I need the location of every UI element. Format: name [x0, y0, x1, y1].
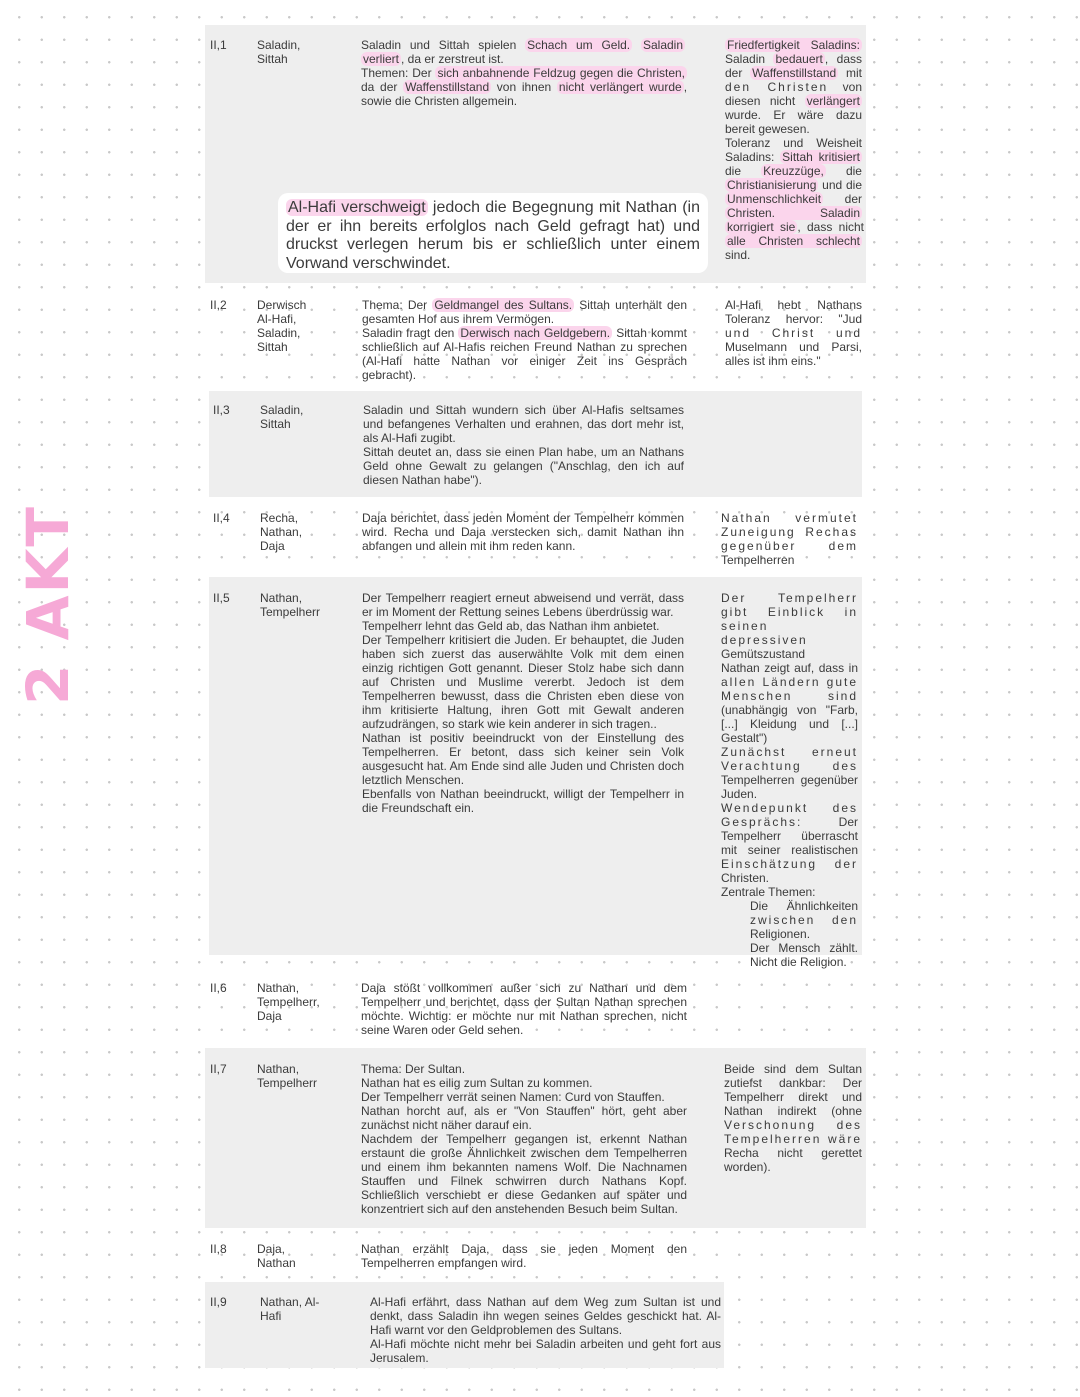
- highlighted-text: Derwisch nach Geldgebern.: [460, 326, 611, 340]
- spaced-text: Verschonung des Tempelherren wäre: [724, 1118, 862, 1146]
- spaced-text: Nathan vermutet Zuneigung Rechas gegenüber dem: [721, 511, 858, 553]
- text-run: und die: [818, 178, 862, 192]
- text-run: Recha nicht gerettet worden).: [724, 1146, 862, 1174]
- text-run: Sittah kommt schließlich auf Al-Hafis reichen Freund Nathan zu sprechen (Al-Hafi hatte Nathan vor einiger Zeit ins Gespräch gebracht).: [362, 326, 687, 382]
- text-run: Nachdem der Tempelherr gegangen ist, erkennt Nathan erstaunt die große Ähnlichkeit zwischen dem Tempelherren und einem ihm bekannten namens Wolf. Die Nachnamen Stauffen und Filnek schwirren durch Nathans Kopf. Schließlich verschiebt er diese Gedanken auf später und konzentriert sich auf den anstehenden Besuch beim Sultan.: [361, 1132, 687, 1216]
- text-run: Saladin und Sittah wundern sich über Al-Hafis seltsames und befangenes Verhalten und erahnen, das dort mehr ist, als Al-Hafi zugibt.: [363, 403, 684, 445]
- highlighted-text: nicht verlängert wurde: [558, 80, 682, 94]
- text-run: (unabhängig von "Farb, [...] Kleidung und [...] Gestalt"): [721, 703, 858, 745]
- scene-notes: [725, 298, 862, 368]
- text-run: Al-Hafi erfährt, dass Nathan auf dem Weg zum Sultan ist und denkt, dass Saladin ihn wegen seines Geldes geschickt hat. Al-Hafi warnt vor den Geldproblemen des Sultans.: [370, 1295, 721, 1337]
- text-run: da der: [361, 80, 404, 94]
- text-run: Die Ähnlichkeiten: [750, 899, 858, 913]
- spaced-text: und Christ und: [725, 326, 862, 340]
- spaced-text: den Christen: [725, 80, 829, 94]
- highlighted-text: Unmenschlichkeit: [727, 192, 822, 206]
- text-run: jedoch die Begegnung mit Nathan (in der er ihn bereits erfolglos nach Geld gefragt hat) und druckst verlegen herum bis er schließlich unter einem Vorwand verschwindet.: [286, 199, 701, 272]
- text-run: , sowie die Christen allgemein.: [361, 80, 688, 108]
- text-run: Tempelherr lehnt das Geld ab, das Nathan ihm anbietet.: [362, 619, 660, 633]
- text-run: Der Tempelherr reagiert erneut abweisend und verrät, dass er im Moment der Rettung seines Lebens überdrüssig war.: [362, 591, 684, 619]
- scene-summary: [361, 1062, 687, 1216]
- text-run: Ebenfalls von Nathan beeindruckt, willigt der Tempelherr in die Freundschaft ein.: [362, 787, 684, 815]
- scene-number: II,7: [210, 1062, 227, 1076]
- scene-persons: Nathan, Tempelherr: [257, 1062, 318, 1090]
- scene-notes: [721, 591, 858, 969]
- text-run: , dass der: [725, 52, 862, 80]
- scene-persons: Nathan, Tempelherr, Daja: [257, 981, 320, 1023]
- text-run: Der Tempelherr überrascht mit seiner realistischen: [721, 815, 858, 857]
- spaced-text: Wendepunkt des Gesprächs:: [721, 801, 858, 829]
- text-run: Thema: Der Sultan.: [361, 1062, 466, 1076]
- scene-number: II,6: [210, 981, 227, 995]
- spaced-text: Zunächst erneut Verachtung des: [721, 745, 858, 773]
- notes-main: [721, 591, 858, 899]
- text-run: Der Tempelherr kritisiert die Juden. Er behauptet, die Juden haben sich zuerst das auserwählte Volk mit dem einen einzig richtigen Gott genannt. Dieser Stolz habe sich dann auf Christen und Muslime vererbt. Jedoch ist dem Tempelherren bewusst, dass die Christen eben diese von ihm kritisierte Haltung, ihren Gott mit Gewalt anderen aufzudrängen, so stark wie kein anderer in sich tragen..: [362, 633, 684, 731]
- scene-persons: Derwisch Al-Hafi, Saladin, Sittah: [257, 298, 307, 354]
- text-run: Themen: Der: [361, 66, 436, 80]
- text-run: der: [823, 192, 862, 206]
- highlighted-text: Waffenstillstand: [752, 66, 837, 80]
- text-run: Gemütszustand: [721, 647, 806, 661]
- scene-notes: [721, 511, 858, 567]
- scene-number: II,9: [210, 1295, 227, 1309]
- text-run: Religionen.: [750, 927, 811, 941]
- highlighted-text: Christianisierung: [727, 178, 817, 192]
- text-run: Al-Hafi hebt Nathans Toleranz hervor: "Jud: [725, 298, 862, 326]
- scene-summary: [361, 38, 687, 108]
- highlighted-text: verlängert: [806, 94, 860, 108]
- text-run: von diesen nicht: [725, 80, 862, 108]
- text-run: Toleranz und Weisheit Saladins:: [725, 136, 862, 164]
- scene-summary: [361, 1242, 687, 1270]
- spaced-text: zwischen den: [750, 913, 858, 927]
- text-run: Nathan horcht auf, als er "Von Stauffen" hört, geht aber zunächst nicht näher darauf ein.: [361, 1104, 687, 1132]
- text-run: sind.: [725, 248, 751, 262]
- act-title: 2 AKT: [14, 505, 82, 705]
- scene-persons: Nathan, Tempelherr: [260, 591, 321, 619]
- text-run: Daja berichtet, dass jeden Moment der Tempelherr kommen wird. Recha und Daja verstecken sich, damit Nathan ihn abfangen und allein mit ihm reden kann.: [362, 511, 684, 553]
- scene-persons: Saladin, Sittah: [260, 403, 304, 431]
- text-run: Saladin: [725, 52, 774, 66]
- text-run: Nathan zeigt auf, dass in: [721, 661, 858, 675]
- scene-summary: [362, 591, 684, 815]
- highlighted-text: Geldmangel des Sultans.: [434, 298, 573, 312]
- highlight-callout: [278, 193, 708, 273]
- spaced-text: allen Ländern gute Menschen sind: [721, 675, 858, 703]
- text-run: , da er zerstreut ist.: [401, 52, 504, 66]
- text-run: Saladin und Sittah spielen: [361, 38, 526, 52]
- text-run: Sittah unterhält den gesamten Hof aus ihrem Vermögen.: [362, 298, 687, 326]
- scene-summary: [362, 298, 687, 382]
- text-run: , dass nicht: [797, 220, 864, 234]
- text-run: die: [725, 164, 762, 178]
- spaced-text: Einschätzung der: [721, 857, 858, 871]
- scene-persons: Daja, Nathan: [257, 1242, 296, 1270]
- highlighted-text: Sittah kritisiert: [782, 150, 860, 164]
- highlighted-text: sich anbahnende Feldzug gegen die Christen,: [437, 66, 686, 80]
- text-run: Tempelherren gegenüber Juden.: [721, 773, 858, 801]
- text-run: Daja stößt vollkommen außer sich zu Nathan und dem Tempelherr und berichtet, dass der Sultan Nathan sprechen möchte. Wichtig: er möchte nur mit Nathan sprechen, nicht seine Waren oder Geld sehen.: [361, 981, 687, 1037]
- text-run: Beide sind dem Sultan zutiefst dankbar: Der Tempelherr direkt und Nathan indirekt (ohne: [724, 1062, 862, 1118]
- scene-persons: Recha, Nathan, Daja: [260, 511, 303, 553]
- text-run: Sittah deutet an, dass sie einen Plan habe, um an Nathans Geld ohne Gewalt zu gelangen ("Anschlag, den ich auf diesen Nathan habe").: [363, 445, 684, 487]
- text-run: Muselmann und Parsi, alles ist ihm eins.": [725, 340, 862, 368]
- text-run: Nathan ist positiv beeindruckt von der Einstellung des Tempelherren. Er betont, dass sich keiner sein Volk ausgesucht hat. Am Ende sind alle Juden und Christen doch letztlich Menschen.: [362, 731, 684, 787]
- highlighted-text: Christen. Saladin korrigiert sie: [727, 206, 860, 234]
- scene-persons: Saladin, Sittah: [257, 38, 301, 66]
- text-run: Nathan hat es eilig zum Sultan zu kommen.: [361, 1076, 593, 1090]
- highlighted-text: Waffenstillstand: [405, 80, 490, 94]
- text-run: Zentrale Themen:: [721, 885, 816, 899]
- text-run: von ihnen: [491, 80, 557, 94]
- text-run: die: [825, 164, 862, 178]
- scene-number: II,3: [213, 403, 230, 417]
- highlighted-text: Schach um Geld.: [527, 38, 631, 52]
- text-run: wurde. Er wäre dazu bereit gewesen.: [725, 108, 862, 136]
- highlighted-text: alle Christen schlecht: [727, 234, 860, 248]
- highlighted-text: bedauert: [775, 52, 823, 66]
- scene-number: II,5: [213, 591, 230, 605]
- scene-summary: [370, 1295, 721, 1365]
- text-run: Tempelherren: [721, 553, 795, 567]
- scene-summary: [362, 511, 684, 553]
- scene-notes: [725, 38, 862, 262]
- text-run: Thema: Der: [362, 298, 433, 312]
- text-run: Der Mensch zählt. Nicht die Religion.: [750, 941, 858, 969]
- text-run: mit: [838, 66, 862, 80]
- scene-number: II,2: [210, 298, 227, 312]
- text-run: Al-Hafi möchte nicht mehr bei Saladin arbeiten und geht fort aus Jerusalem.: [370, 1337, 721, 1365]
- scene-number: II,1: [210, 38, 227, 52]
- text-run: Nathan erzählt Daja, dass sie jeden Moment den Tempelherren empfangen wird.: [361, 1242, 687, 1270]
- spaced-text: Der Tempelherr gibt Einblick in seinen depressiven: [721, 591, 858, 647]
- text-run: Der Tempelherr verrät seinen Namen: Curd von Stauffen.: [361, 1090, 665, 1104]
- scene-summary: [363, 403, 684, 487]
- highlighted-text: Al-Hafi verschweigt: [288, 199, 426, 216]
- scene-number: II,8: [210, 1242, 227, 1256]
- highlighted-text: Kreuzzüge,: [763, 164, 824, 178]
- text-run: Saladin fragt den: [362, 326, 459, 340]
- notes-themes: [721, 899, 858, 969]
- highlighted-text: Friedfertigkeit Saladins:: [727, 38, 860, 52]
- scene-persons: Nathan, Al- Hafi: [260, 1295, 320, 1323]
- scene-number: II,4: [213, 511, 230, 525]
- scene-notes: [724, 1062, 862, 1174]
- text-run: Christen.: [721, 871, 770, 885]
- scene-summary: [361, 981, 687, 1037]
- highlighted-text: Saladin verliert: [363, 38, 684, 66]
- text-run: [632, 38, 641, 52]
